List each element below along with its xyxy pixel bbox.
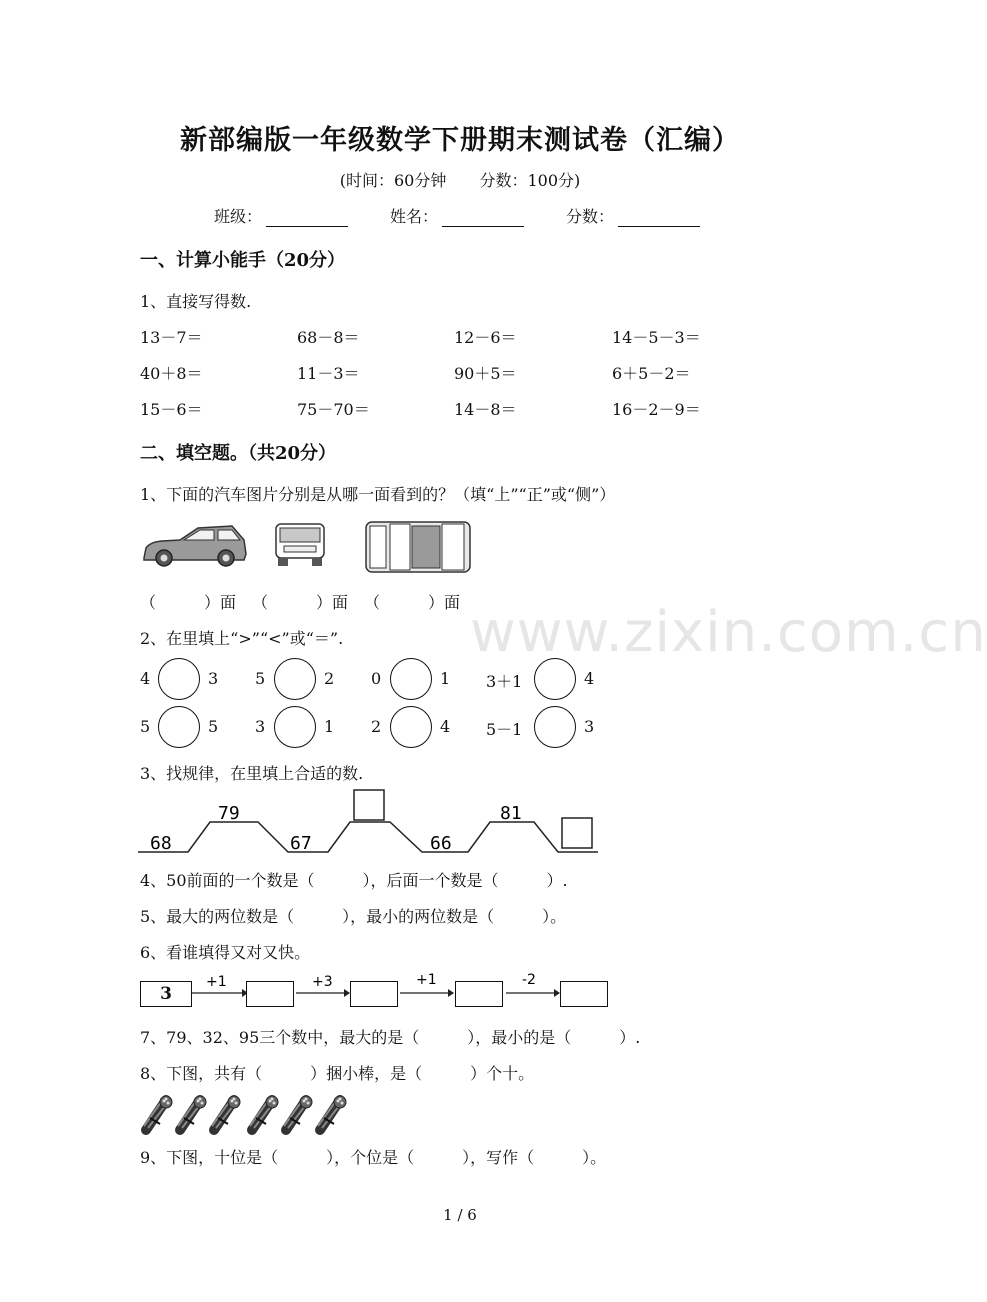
compare-right: 4 <box>584 669 595 688</box>
score-field <box>566 204 700 227</box>
score-label: 分数： <box>566 207 615 226</box>
s2-question-6: 6、看谁填得又对又快。 <box>140 943 311 962</box>
class-label: 班级： <box>214 207 263 226</box>
watermark: www.zixin.com.cn <box>470 600 987 665</box>
chain-answer-box[interactable] <box>350 981 398 1007</box>
compare-left: 5－1 <box>486 720 523 739</box>
compare-left: 3 <box>255 717 266 736</box>
compare-circle[interactable] <box>390 658 432 700</box>
compare-left: 5 <box>255 669 266 688</box>
chain-answer-box[interactable] <box>246 981 294 1007</box>
s2-question-7: 7、79、32、95三个数中，最大的是（ ），最小的是（ ）. <box>140 1028 641 1047</box>
calc-item: 14－5－3＝ <box>612 328 701 347</box>
calc-item: 15－6＝ <box>140 400 203 419</box>
name-label: 姓名： <box>390 207 439 226</box>
compare-left: 5 <box>140 717 151 736</box>
compare-circle[interactable] <box>534 706 576 748</box>
compare-right: 3 <box>208 669 219 688</box>
compare-right: 2 <box>324 669 335 688</box>
car-top-icon <box>366 522 470 572</box>
pattern-number: 68 <box>150 833 172 854</box>
compare-left: 0 <box>371 669 382 688</box>
pattern-staircase <box>138 786 608 860</box>
calc-item: 16－2－9＝ <box>612 400 701 419</box>
s2-question-3: 3、找规律，在里填上合适的数. <box>140 764 364 783</box>
name-blank[interactable] <box>442 208 524 227</box>
page-number: 1 / 6 <box>443 1206 477 1224</box>
pattern-number: 81 <box>500 803 522 824</box>
s1-question-1: 1、直接写得数. <box>140 292 252 311</box>
compare-circle[interactable] <box>274 658 316 700</box>
view-answer-2: （ ）面 <box>252 593 349 612</box>
compare-left: 2 <box>371 717 382 736</box>
car-front-icon <box>276 524 324 566</box>
chain-op: +1 <box>206 974 227 990</box>
stick-bundle-icon <box>250 1096 278 1130</box>
s2-question-8: 8、下图，共有（ ）捆小棒，是（ ）个十。 <box>140 1064 535 1083</box>
s2-question-4: 4、50前面的一个数是（ ），后面一个数是（ ）. <box>140 871 568 890</box>
s2-question-9: 9、下图，十位是（ ），个位是（ ），写作（ ）。 <box>140 1148 607 1167</box>
view-answer-1: （ ）面 <box>140 593 237 612</box>
chain-op: +1 <box>416 972 437 988</box>
exam-subtitle <box>0 168 920 191</box>
chain-op: -2 <box>522 972 536 988</box>
section-2-heading: 二、填空题。（共20分） <box>140 443 337 464</box>
pattern-answer-box[interactable] <box>354 790 384 820</box>
calc-item: 14－8＝ <box>454 400 517 419</box>
compare-right: 5 <box>208 717 219 736</box>
calc-item: 6＋5－2＝ <box>612 364 691 383</box>
view-answer-3: （ ）面 <box>364 593 461 612</box>
s2-question-2: 2、在里填上“>”“<”或“＝”. <box>140 629 344 648</box>
class-field <box>214 204 348 227</box>
exam-time: (时间：60分钟 <box>339 171 447 190</box>
score-blank[interactable] <box>618 208 700 227</box>
stick-bundle-icon <box>284 1096 312 1130</box>
calc-item: 90＋5＝ <box>454 364 517 383</box>
car-views-image <box>140 518 480 578</box>
calc-item: 13－7＝ <box>140 328 203 347</box>
chain-start-value: 3 <box>160 984 172 1004</box>
compare-circle[interactable] <box>390 706 432 748</box>
compare-right: 1 <box>440 669 451 688</box>
calc-item: 11－3＝ <box>297 364 360 383</box>
chain-answer-box[interactable] <box>455 981 503 1007</box>
compare-circle[interactable] <box>158 706 200 748</box>
stick-bundle-icon <box>144 1096 172 1130</box>
chain-op: +3 <box>312 974 333 990</box>
compare-circle[interactable] <box>274 706 316 748</box>
compare-left: 4 <box>140 669 151 688</box>
car-side-icon <box>144 526 246 566</box>
calc-item: 40＋8＝ <box>140 364 203 383</box>
calc-item: 68－8＝ <box>297 328 360 347</box>
page-title: 新部编版一年级数学下册期末测试卷（汇编） <box>180 125 740 156</box>
pattern-number: 67 <box>290 833 312 854</box>
chain-start-box <box>140 981 192 1007</box>
class-blank[interactable] <box>266 208 348 227</box>
pattern-number: 79 <box>218 803 240 824</box>
name-field <box>390 204 524 227</box>
stick-bundle-icon <box>212 1096 240 1130</box>
compare-right: 4 <box>440 717 451 736</box>
compare-circle[interactable] <box>534 658 576 700</box>
calc-item: 12－6＝ <box>454 328 517 347</box>
compare-left: 3＋1 <box>486 672 523 691</box>
stick-bundle-icon <box>178 1096 206 1130</box>
s2-question-5: 5、最大的两位数是（ ），最小的两位数是（ ）。 <box>140 907 567 926</box>
stick-bundles-image <box>140 1092 360 1136</box>
compare-right: 3 <box>584 717 595 736</box>
compare-right: 1 <box>324 717 335 736</box>
calc-item: 75－70＝ <box>297 400 370 419</box>
pattern-answer-box[interactable] <box>562 818 592 848</box>
compare-circle[interactable] <box>158 658 200 700</box>
stick-bundle-icon <box>318 1096 346 1130</box>
chain-answer-box[interactable] <box>560 981 608 1007</box>
exam-total-score: 分数：100分) <box>479 171 581 190</box>
s2-question-1: 1、下面的汽车图片分别是从哪一面看到的？（填“上”“正”或“侧”） <box>140 485 616 504</box>
section-1-heading: 一、计算小能手（20分） <box>140 250 346 271</box>
pattern-number: 66 <box>430 833 452 854</box>
